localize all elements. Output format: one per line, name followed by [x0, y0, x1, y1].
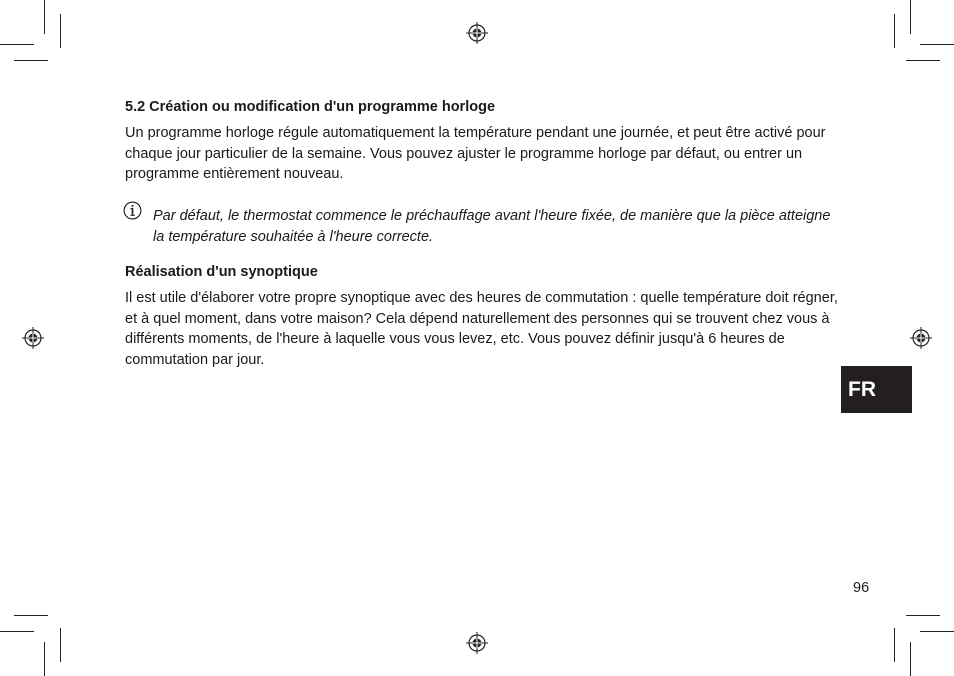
note-text: Par défaut, le thermostat commence le préchauffage avant l'heure fixée, de manière que la pièce atteigne la température souhaitée à l'heure correcte. — [153, 208, 831, 245]
info-icon — [123, 201, 142, 220]
crop-mark — [14, 60, 48, 61]
section-heading: 5.2 Création ou modification d'un programme horloge — [125, 99, 496, 115]
crop-mark — [0, 631, 34, 632]
registration-mark-icon — [466, 22, 488, 44]
crop-mark — [920, 631, 954, 632]
crop-mark — [910, 642, 911, 676]
crop-mark — [906, 615, 940, 616]
crop-mark — [910, 0, 911, 34]
crop-mark — [44, 0, 45, 34]
registration-mark-icon — [466, 632, 488, 654]
section-intro-paragraph: Un programme horloge régule automatiquement la température pendant une journée, et peut être activé pour chaque jour particulier de la semaine. Vous pouvez ajuster le programme horloge par défaut, ou entrer un programme entièrement nouveau. — [125, 125, 826, 182]
crop-mark — [906, 60, 940, 61]
subsection-heading: Réalisation d'un synoptique — [125, 264, 318, 280]
registration-mark-icon — [910, 327, 932, 349]
crop-mark — [0, 44, 34, 45]
crop-mark — [14, 615, 48, 616]
registration-mark-icon — [22, 327, 44, 349]
crop-mark — [44, 642, 45, 676]
crop-mark — [60, 628, 61, 662]
page-number: 96 — [853, 580, 870, 596]
crop-mark — [920, 44, 954, 45]
crop-mark — [60, 14, 61, 48]
crop-mark — [894, 628, 895, 662]
language-tab: FR — [841, 366, 912, 413]
crop-mark — [894, 14, 895, 48]
subsection-paragraph: Il est utile d'élaborer votre propre synoptique avec des heures de commutation : quelle température doit régner, et à quel moment, dans votre maison? Cela dépend naturellement des personnes qui se trouvent chez vous à différents moments, de l'heure à laquelle vous vous levez, etc. Vous pouvez définir jusqu'à 6 heures de commutation par jour. — [125, 290, 838, 368]
